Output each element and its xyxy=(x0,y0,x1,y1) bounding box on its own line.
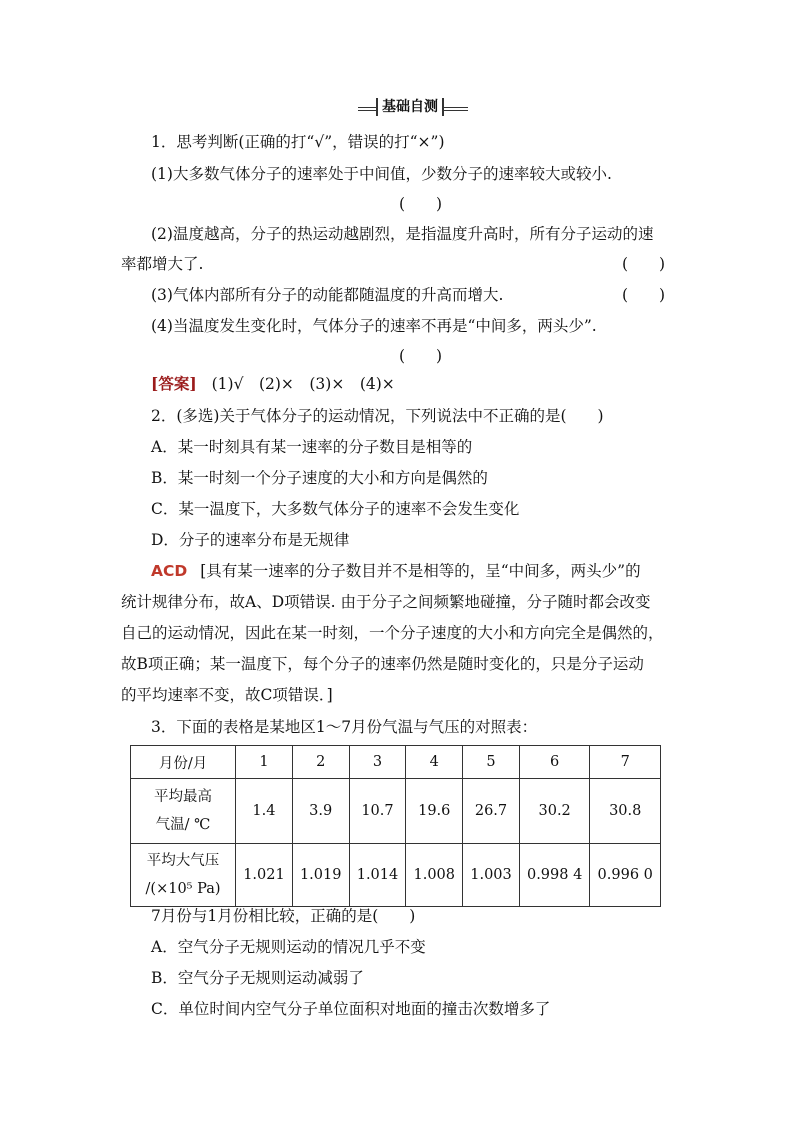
pressure-label-line1: 平均大气压 xyxy=(146,853,220,869)
table-row xyxy=(131,779,661,844)
section-title-banner xyxy=(358,98,468,118)
q3-sub-stem: 7月份与1月份相比较，正确的是( ) xyxy=(151,907,416,925)
temp-pressure-table xyxy=(130,745,661,907)
table-cell: 5 xyxy=(463,746,520,779)
q2-explanation-line2: 统计规律分布，故A、D项错误. 由于分子之间频繁地碰撞，分子随时都会改变 xyxy=(121,593,651,611)
table-row-label xyxy=(131,844,236,907)
table-cell: 30.2 xyxy=(519,779,590,844)
table-cell: 6 xyxy=(519,746,590,779)
q2-option-d: D．分子的速率分布是无规律 xyxy=(151,531,350,549)
q1-answer xyxy=(151,374,395,394)
table-cell: 1.014 xyxy=(349,844,406,907)
q2-option-c: C．某一温度下，大多数气体分子的速率不会发生变化 xyxy=(151,500,520,518)
explanation-text: [具有某一速率的分子数目并不是相等的，呈“中间多，两头少”的 xyxy=(200,562,641,580)
table-row xyxy=(131,746,661,779)
table-cell: 0.996 0 xyxy=(590,844,661,907)
q2-answer: ACD xyxy=(151,562,188,580)
table-cell: 1.008 xyxy=(406,844,463,907)
q3-stem: 3．下面的表格是某地区1～7月份气温与气压的对照表： xyxy=(151,718,538,736)
table-cell: 1.003 xyxy=(463,844,520,907)
table-cell: 7 xyxy=(590,746,661,779)
table-cell: 3 xyxy=(349,746,406,779)
table-cell: 1.021 xyxy=(236,844,293,907)
q2-explanation-line1 xyxy=(151,561,641,581)
q2-option-a: A．某一时刻具有某一速率的分子数目是相等的 xyxy=(151,438,473,456)
table-cell: 19.6 xyxy=(406,779,463,844)
q2-option-b: B．某一时刻一个分子速度的大小和方向是偶然的 xyxy=(151,469,488,487)
q1-item-2-paren: ( ) xyxy=(622,255,666,273)
q3-option-b: B．空气分子无规则运动减弱了 xyxy=(151,969,364,987)
q1-stem: 1．思考判断(正确的打“√”，错误的打“×”) xyxy=(151,133,445,151)
q2-explanation-line4: 故B项正确；某一温度下，每个分子的速率仍然是随时变化的，只是分子运动 xyxy=(121,655,644,673)
answer-tag: [答案] xyxy=(151,374,197,393)
q2-explanation-line5: 的平均速率不变，故C项错误．] xyxy=(121,686,333,704)
q1-item-2-line2: 率都增大了. xyxy=(121,255,204,273)
q1-item-1-paren: ( ) xyxy=(399,195,443,213)
table-cell: 1.019 xyxy=(292,844,349,907)
table-header-label: 月份/月 xyxy=(131,746,236,779)
q2-stem: 2．(多选)关于气体分子的运动情况，下列说法中不正确的是( ) xyxy=(151,407,604,425)
q2-explanation-line3: 自己的运动情况，因此在某一时刻，一个分子速度的大小和方向完全是偶然的， xyxy=(121,624,664,642)
table-cell: 3.9 xyxy=(292,779,349,844)
answer-text: (1)√ (2)× (3)× (4)× xyxy=(211,375,395,393)
table-cell: 2 xyxy=(292,746,349,779)
q1-item-4: (4)当温度发生变化时，气体分子的速率不再是“中间多，两头少”. xyxy=(151,317,597,335)
temp-label-line1: 平均最高 xyxy=(154,789,213,805)
q1-item-1: (1)大多数气体分子的速率处于中间值，少数分子的速率较大或较小. xyxy=(151,165,612,183)
table-cell: 4 xyxy=(406,746,463,779)
q1-item-4-paren: ( ) xyxy=(399,347,443,365)
table-cell: 1.4 xyxy=(236,779,293,844)
q1-item-2-line1: (2)温度越高，分子的热运动越剧烈，是指温度升高时，所有分子运动的速 xyxy=(151,225,654,243)
table-row-label xyxy=(131,779,236,844)
temp-label-line2: 气温/ ℃ xyxy=(155,817,211,833)
table-cell: 26.7 xyxy=(463,779,520,844)
q1-item-3: (3)气体内部所有分子的动能都随温度的升高而增大. xyxy=(151,286,504,304)
q3-option-a: A．空气分子无规则运动的情况几乎不变 xyxy=(151,938,426,956)
table-cell: 10.7 xyxy=(349,779,406,844)
q3-option-c: C．单位时间内空气分子单位面积对地面的撞击次数增多了 xyxy=(151,1000,551,1018)
section-title: 基础自测 xyxy=(376,98,444,116)
table-cell: 1 xyxy=(236,746,293,779)
table-row xyxy=(131,844,661,907)
q1-item-3-paren: ( ) xyxy=(622,286,666,304)
table-cell: 30.8 xyxy=(590,779,661,844)
pressure-label-line2: /(×10⁵ Pa) xyxy=(145,881,221,897)
table-cell: 0.998 4 xyxy=(519,844,590,907)
